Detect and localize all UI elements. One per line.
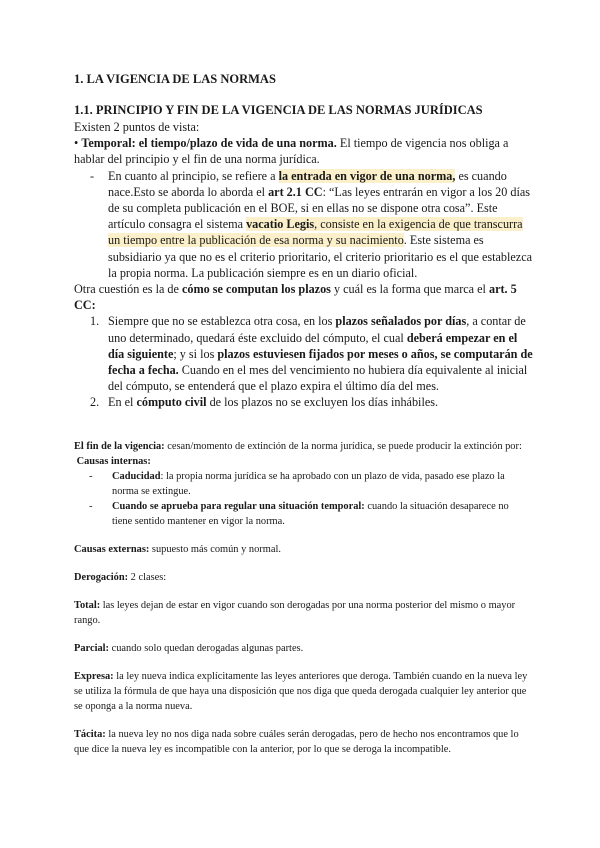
caducidad-label: Caducidad — [112, 471, 161, 482]
plazos-list — [74, 313, 534, 410]
computo-text-2: y cuál es la forma que marca el — [330, 282, 489, 297]
art-2-1-cc: art 2.1 CC — [268, 184, 323, 199]
computo-bold-1: cómo se computan los plazos — [181, 282, 331, 297]
caducidad-text: : la propia norma jurídica se ha aprobado con un plazo de vida, pasado ese plazo la norma se extingue. — [112, 471, 505, 497]
plazos-text: Siempre que no se establezca otra cosa, en los — [108, 314, 336, 329]
vigencia-section — [74, 439, 530, 757]
total-label: Total: — [74, 600, 101, 611]
main-body — [74, 119, 534, 411]
subsection-title: 1.1. PRINCIPIO Y FIN DE LA VIGENCIA DE LAS NORMAS JURÍDICAS — [74, 103, 483, 117]
plazos-item-1 — [74, 313, 534, 394]
vacatio-definition: , consiste en la exigencia de que transcurra un tiempo entre la publicación de esa norma y su nacimiento — [108, 217, 523, 248]
computo-text-1: Otra cuestión es la de — [74, 282, 182, 297]
item-number: 1. — [90, 314, 100, 329]
dash-glyph: - — [89, 471, 93, 482]
entrada-text-1: En cuanto al principio, se refiere a — [108, 168, 279, 183]
section-title: 1. LA VIGENCIA DE LAS NORMAS — [74, 72, 276, 86]
fin-text: cesan/momento de extinción de la norma jurídica, se puede producir la extinción por: — [164, 441, 522, 452]
tacita-label: Tácita: — [74, 729, 106, 740]
entrada-highlight: la entrada en vigor de una norma, — [278, 168, 456, 183]
entrada-text-2: es cuando nace.Esto se aborda lo aborda el — [108, 168, 507, 199]
temporal-text: El tiempo de vigencia nos obliga a hablar del principio y el fin de una norma jurídica. — [74, 136, 509, 167]
vacatio-legis: vacatio Legis — [246, 217, 315, 232]
plazos-text: , a contar de uno determinado, quedará éste excluido del cómputo, el cual — [108, 314, 526, 345]
plazos-bold: cómputo civil — [136, 395, 207, 410]
total-paragraph — [74, 598, 530, 628]
derogacion-text: 2 clases: — [128, 572, 167, 583]
situacion-temporal-text: cuando la situación desaparece no tiene sentido mantener en vigor la norma. — [112, 501, 509, 527]
causas-externas-paragraph — [74, 542, 530, 557]
causas-internas-list — [74, 469, 530, 529]
temporal-label: Temporal: el tiempo/plazo de vida de una norma. — [81, 136, 337, 151]
plazos-bold: plazos señalados por días — [335, 314, 467, 329]
art-5-cc: art. 5 CC: — [74, 282, 517, 313]
expresa-label: Expresa: — [74, 671, 114, 682]
derogacion-paragraph — [74, 570, 530, 585]
causas-externas-text: supuesto más común y normal. — [149, 544, 281, 555]
parcial-label: Parcial: — [74, 643, 110, 654]
entrada-list — [74, 168, 534, 281]
entrada-item — [74, 168, 534, 281]
expresa-text: la ley nueva indica explícitamente las leyes anteriores que deroga. También cuando en la nueva ley se utiliza la fórmula de que haya una disposición que nos diga que queda derogada cualquier ley anterior que se oponga a la norma nueva. — [74, 671, 528, 712]
expresa-paragraph — [74, 669, 530, 714]
entrada-text-5: . Este sistema es subsidiario ya que no es el criterio prioritario, el criterio prioritario es el que establezca la propia norma. La publicación siempre es en un diario oficial. — [108, 233, 533, 280]
plazos-text: ; y si los — [173, 346, 218, 361]
plazos-bold: deberá empezar en el día siguiente — [108, 330, 518, 361]
plazos-text: de los plazos no se excluyen los días inhábiles. — [206, 395, 439, 410]
tacita-paragraph — [74, 727, 530, 757]
bullet-glyph: • — [74, 136, 79, 151]
causas-externas-label: Causas externas: — [74, 544, 150, 555]
total-text: las leyes dejan de estar en vigor cuando son derogadas por una norma posterior del mismo o mayor rango. — [74, 600, 516, 626]
dash-glyph: - — [89, 501, 93, 512]
temporal-paragraph — [74, 135, 534, 167]
plazos-text: Cuando en el mes del vencimiento no hubiera día equivalente al inicial del cómputo, se entenderá que el plazo expira el último día del mes. — [108, 363, 528, 394]
situacion-temporal-item — [74, 499, 530, 529]
plazos-item-2 — [74, 394, 534, 410]
parcial-text: cuando solo quedan derogadas algunas partes. — [109, 643, 304, 654]
intro-line: Existen 2 puntos de vista: — [74, 120, 200, 134]
item-number: 2. — [90, 395, 100, 410]
tacita-text: la nueva ley no nos diga nada sobre cuáles serán derogadas, pero de hecho nos encontramos que lo que dice la nueva ley es incompatible con la anterior, por lo que se deroga la incompatible. — [74, 729, 519, 755]
caducidad-item — [74, 469, 530, 499]
derogacion-label: Derogación: — [74, 572, 129, 583]
fin-vigencia-paragraph — [74, 439, 530, 454]
computo-paragraph — [74, 281, 534, 313]
plazos-bold: plazos estuviesen fijados por meses o años, se computarán de fecha a fecha. — [108, 346, 533, 378]
plazos-text: En el — [108, 395, 137, 410]
causas-internas-heading — [74, 454, 530, 469]
fin-label: El fin de la vigencia: — [74, 441, 165, 452]
dash-glyph: - — [90, 168, 95, 183]
entrada-text-3: : “Las leyes entrarán en vigor a los 20 días de su completa publicación en el BOE, si en ellas no se dispone otra cosa”. Este artículo consagra el sistema — [108, 184, 531, 232]
situacion-temporal-label: Cuando se aprueba para regular una situación temporal: — [112, 501, 365, 512]
causas-internas-label: Causas internas: — [76, 456, 151, 467]
parcial-paragraph — [74, 641, 530, 656]
